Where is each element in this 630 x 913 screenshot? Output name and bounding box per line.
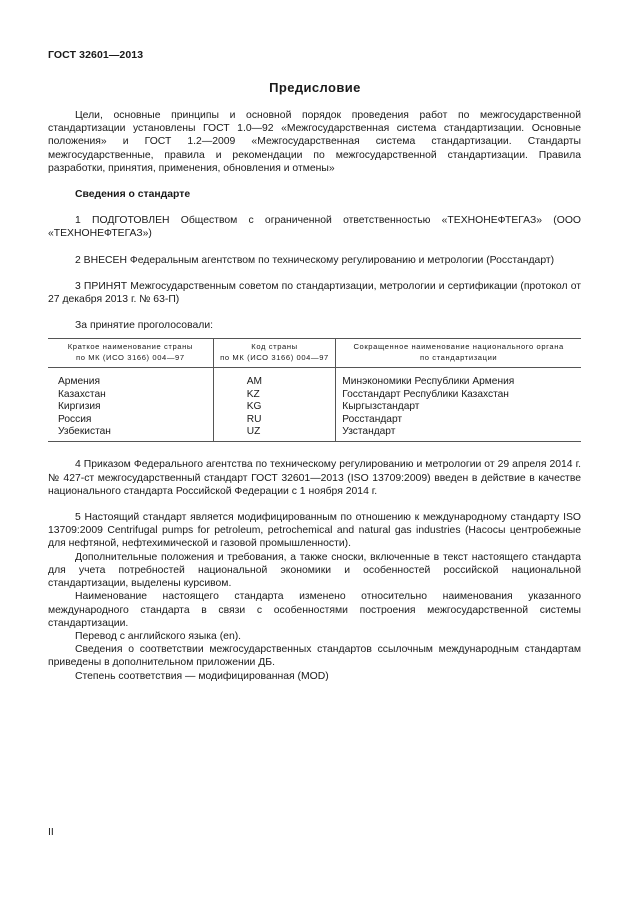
header-organization [336,339,581,368]
header-org-line1: Сокращенное наименование национального органа [353,342,564,352]
header-code-line2: по МК (ИСО 3166) 004—97 [220,352,329,362]
about-standard-heading: Сведения о стандарте [75,189,191,201]
voting-states-table [48,338,581,442]
cell-country: Узбекистан [48,426,213,442]
voted-label: За принятие проголосовали: [75,320,214,332]
item-5-modified: 5 Настоящий стандарт является модифицированным по отношению к международному стандарту ISO 13709:2009 Centrifugal pumps for petroleum, petrochemical and natural gas industries (Насосы центробежные для нефтяной, нефтехимической и газовой промышленности). [48,512,581,550]
table-row [48,401,581,413]
cell-country: Киргизия [58,401,101,413]
page-title: Предисловие [269,80,361,95]
translation-paragraph: Перевод с английского языка (en). [75,630,242,642]
cell-code: KG [213,401,336,413]
cell-country: Армения [58,376,100,388]
references-paragraph: Сведения о соответствии межгосударственных стандартов ссылочным международным стандартам приведены в дополнительном приложении ДБ. [48,644,581,669]
table-row [48,426,581,442]
cell-country: Россия [58,413,92,425]
item-1-prepared: 1 ПОДГОТОВЛЕН Обществом с ограниченной ответственностью «ТЕХНОНЕФТЕГАЗ» (ООО «ТЕХНОНЕФТЕГАЗ») [48,215,581,240]
cell-code: KZ [213,389,336,401]
cell-organization: Кыргызстандарт [336,401,581,413]
header-country [48,339,213,368]
page-number: II [48,826,54,838]
document-id: ГОСТ 32601—2013 [48,49,144,61]
foreword-content [48,109,581,683]
additional-provisions-paragraph: Дополнительные положения и требования, а также сноски, включенные в текст настоящего стандарта для учета потребностей национальной экономики и особенностей российской национальной стандартизации, выделены курсивом. [48,551,581,590]
table-row [48,414,581,426]
cell-organization: Узстандарт [336,426,581,442]
degree-of-correspondence-paragraph: Степень соответствия — модифицированная (MOD) [75,670,329,682]
table-row [48,368,581,389]
cell-code: RU [213,414,336,426]
header-code [213,339,336,368]
header-code-line1: Код страны [251,342,298,352]
table-header-row [48,339,581,368]
item-4-order: 4 Приказом Федерального агентства по техническому регулированию и метрологии от 29 апреля 2014 г. № 427-ст межгосударственный стандарт ГОСТ 32601—2013 (ISO 13709:2009) введен в действие в качестве национального стандарта Российской Федерации с 1 ноября 2014 г. [48,459,581,497]
table-row [48,389,581,401]
cell-code: AM [213,368,336,389]
header-country-line2: по МК (ИСО 3166) 004—97 [76,352,185,362]
header-country-line1: Краткое наименование страны [67,342,193,352]
cell-code: UZ [213,426,336,442]
cell-organization: Минэкономики Республики Армения [336,368,581,389]
item-2-introduced: 2 ВНЕСЕН Федеральным агентством по техническому регулированию и метрологии (Росстандарт) [75,254,555,266]
cell-organization: Госстандарт Республики Казахстан [336,389,581,401]
cell-organization: Росстандарт [336,414,581,426]
intro-paragraph: Цели, основные принципы и основной порядок проведения работ по межгосударственной стандартизации установлены ГОСТ 1.0—92 «Межгосударственная система стандартизации. Основные положения» и ГОСТ 1.2—2009 «Межгосударственная система стандартизации. Стандарты межгосударственные, правила и рекомендации по межгосударственной стандартизации. Правила разработки, принятия, применения, обновления и отмены» [48,110,581,174]
name-change-paragraph: Наименование настоящего стандарта изменено относительно наименования указанного международного стандарта в связи с особенностями построения межгосударственной системы стандартизации. [48,591,581,629]
cell-country: Казахстан [58,388,106,400]
header-org-line2: по стандартизации [420,352,498,362]
item-3-adopted: 3 ПРИНЯТ Межгосударственным советом по стандартизации, метрологии и сертификации (протокол от 27 декабря 2013 г. № 63-П) [48,280,581,306]
